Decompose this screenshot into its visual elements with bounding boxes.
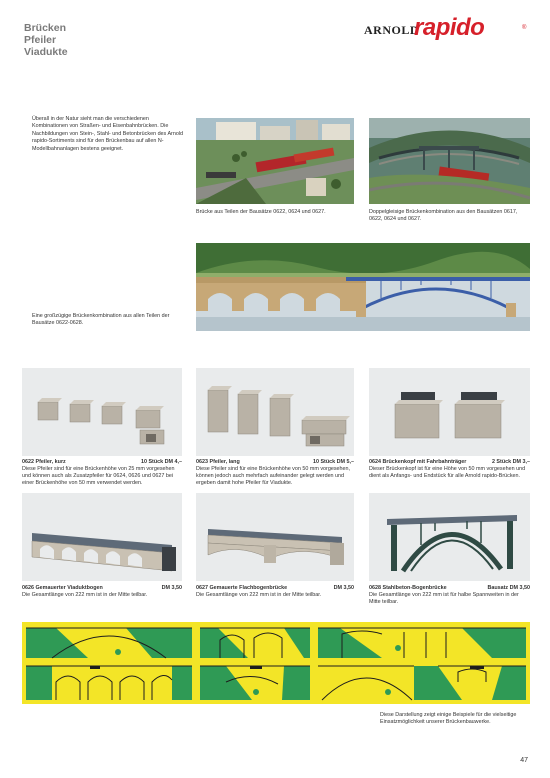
bridge-examples-diagram [22,622,530,704]
product-title-row-0626 [22,585,182,592]
product-caption-0628 [369,585,530,606]
heading-line-3: Viadukte [24,46,68,58]
product-price-0623: 10 Stück DM 5,– [312,459,354,465]
product-title-0628: 0628 Stahlbeton-Bogenbrücke [369,585,447,591]
steel-arch-bridge-illustration [369,493,530,581]
page-number: 47 [520,757,528,764]
heading-line-2: Pfeiler [24,34,57,46]
product-desc-0628: Die Gesamtlänge von 222 mm ist für halbe Spannweiten in der Mitte teilbar. [369,592,519,605]
product-title-row-0627 [196,585,354,592]
product-caption-0626 [22,585,182,599]
product-title-row-0623 [196,459,354,466]
photo-bridge-panorama [196,243,530,331]
brand-registered-mark: ® [522,25,527,31]
product-title-row-0624 [369,459,530,466]
heading-line-1: Brücken [24,22,67,34]
product-price-0624: 2 Stück DM 3,– [491,459,530,465]
product-desc-0627: Die Gesamtlänge von 222 mm ist in der Mitte teilbar. [196,592,322,598]
pier-short-illustration [22,368,182,456]
product-caption-0622 [22,459,182,487]
bridge-examples-illustration [22,622,530,704]
product-title-row-0628 [369,585,530,592]
product-caption-0623 [196,459,354,487]
photo-2-illustration [369,118,530,204]
product-title-0622: 0622 Pfeiler, kurz [22,459,66,465]
product-image-0623 [196,368,354,456]
product-title-0624: 0624 Brückenkopf mit Fahrbahnträger [369,459,467,465]
product-desc-0623: Diese Pfeiler sind für eine Brückenhöhe von 50 mm vorgesehen, können jedoch auch mehrfach aufeinander gelegt werden und ergeben damit hohe Pfeiler für Viadukte. [196,466,351,486]
intro-text: Überall in der Natur sieht man die verschiedenen Kombinationen von Straßen- und Eisenbahnbrücken. Die Nachbildungen von Stein-, Stahl- und Betonbrücken des Arnold rapido-Sortiments sind für den Brückenbau auf allen N-Modellbahnanlagen bestens geeignet. [32,116,184,152]
photo-1-caption: Brücke aus Teilen der Bausätze 0622, 0624 und 0627. [196,209,326,215]
brand-logo [364,14,534,41]
product-desc-0626: Die Gesamtlänge von 222 mm ist in der Mitte teilbar. [22,592,148,598]
product-price-0622: 10 Stück DM 4,– [140,459,182,465]
product-desc-0622: Diese Pfeiler sind für eine Brückenhöhe von 25 mm vorgesehen und können auch als Zusatzpfeiler für 0624, 0626 und 0627 bei einer Brückenhöhe von 50 mm verwendet werden. [22,466,175,486]
product-image-0622 [22,368,182,456]
photo-double-track-bridge [369,118,530,204]
product-title-0627: 0627 Gemauerte Flachbogenbrücke [196,585,288,591]
product-caption-0624 [369,459,530,480]
photo-1-illustration [196,118,354,204]
product-image-0624 [369,368,530,456]
viaduct-illustration [22,493,182,581]
pier-long-illustration [196,368,354,456]
diagram-caption: Diese Darstellung zeigt einige Beispiele für die vielseitige Einsatzmöglichkeit unserer Brückenbauwerke. [380,712,517,725]
brand-arnold-text: ARNOLD [364,23,420,37]
product-desc-0624: Dieser Brückenkopf ist für eine Höhe von 50 mm vorgesehen und dient als Anfangs- und Endstück für alle Arnold rapido-Brücken. [369,466,526,479]
photo-3-illustration [196,243,530,331]
product-price-0627: DM 3,50 [333,585,354,591]
page-heading [24,22,68,58]
product-price-0628: Bausatz DM 3,50 [487,585,530,591]
product-image-0627 [196,493,354,581]
flat-arch-bridge-illustration [196,493,354,581]
product-title-0623: 0623 Pfeiler, lang [196,459,240,465]
product-image-0626 [22,493,182,581]
photo-3-caption: Eine großzügige Brückenkombination aus allen Teilen der Bausätze 0622-0628. [32,313,170,326]
product-caption-0627 [196,585,354,599]
bridge-head-illustration [369,368,530,456]
product-price-0626: DM 3,50 [161,585,182,591]
product-title-row-0622 [22,459,182,466]
photo-2-caption: Doppelgleisige Brückenkombination aus den Bausätzen 0617, 0622, 0624 und 0627. [369,209,518,222]
product-image-0628 [369,493,530,581]
brand-rapido-text: rapido [414,14,485,41]
product-title-0626: 0626 Gemauerter Viaduktbogen [22,585,103,591]
photo-model-railway-bridge [196,118,354,204]
